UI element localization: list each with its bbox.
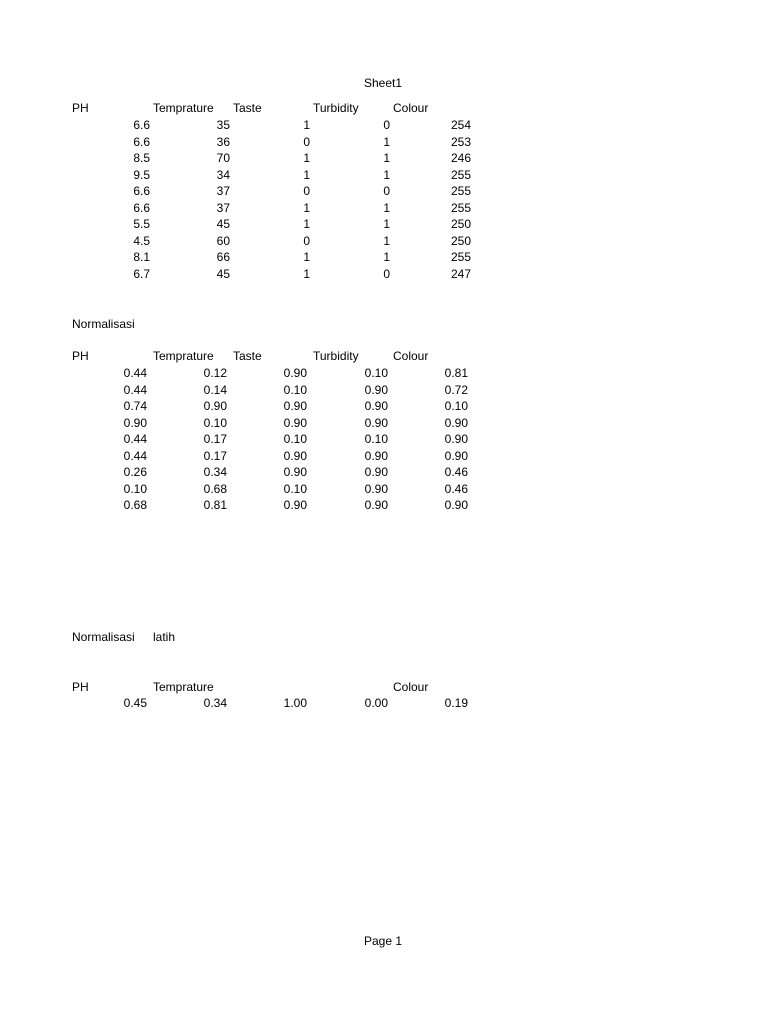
training-title-left: Normalisasi [72, 630, 135, 644]
table-cell: 255 [450, 250, 471, 264]
table-cell: 0.46 [444, 481, 468, 496]
table-cell: 0.10 [364, 432, 388, 446]
table-cell: 255 [450, 167, 471, 182]
table-cell: 0.10 [203, 415, 227, 430]
norm-header-turbidity: Turbidity [313, 349, 359, 363]
table-cell: 4.5 [133, 233, 150, 248]
table-cell: 6.6 [133, 184, 150, 198]
table-cell: 0.90 [364, 465, 388, 479]
table-cell: 0.17 [203, 432, 227, 446]
table-cell: 8.5 [133, 151, 150, 165]
table-cell: 60 [216, 233, 230, 248]
header-ph: PH [72, 101, 89, 115]
table-cell: 1 [303, 151, 310, 165]
table-cell: 0.34 [203, 696, 227, 710]
table-cell: 1 [383, 134, 390, 149]
table-cell: 66 [216, 250, 230, 264]
normalized-rows [0, 365, 768, 514]
table-cell: 0.12 [203, 366, 227, 380]
normalisasi-title: Normalisasi [72, 317, 135, 331]
table-row [0, 497, 768, 514]
table-cell: 253 [450, 134, 471, 149]
norm-header-colour: Colour [393, 349, 429, 363]
sheet-title: Sheet1 [364, 76, 403, 90]
table-cell: 0 [383, 118, 390, 132]
table-row [0, 415, 768, 432]
table-cell: 0.72 [444, 382, 468, 397]
table-cell: 0.90 [364, 399, 388, 413]
table-cell: 1 [383, 167, 390, 182]
table-cell: 0.90 [123, 415, 147, 430]
table-cell: 0.90 [283, 498, 307, 512]
table-cell: 0.90 [364, 498, 388, 512]
table-cell: 0.81 [444, 366, 468, 380]
table-cell: 0.10 [444, 399, 468, 413]
table-cell: 0.90 [444, 498, 468, 512]
table-cell: 1 [303, 250, 310, 264]
train-header-temprature: Temprature [153, 680, 214, 694]
table-row [0, 216, 768, 233]
table-cell: 1 [303, 118, 310, 132]
header-taste: Taste [233, 101, 262, 115]
table-cell: 247 [450, 266, 471, 281]
table-cell: 0.90 [283, 399, 307, 413]
table-cell: 0.44 [123, 366, 147, 380]
table-cell: 0.46 [444, 465, 468, 479]
table-row [0, 448, 768, 465]
table-cell: 0.44 [123, 382, 147, 397]
table-cell: 6.7 [133, 266, 150, 281]
table-row [0, 464, 768, 481]
table-cell: 45 [216, 217, 230, 231]
header-colour: Colour [393, 101, 429, 115]
header-temprature: Temprature [153, 101, 214, 115]
table-cell: 0.26 [123, 465, 147, 479]
training-row [0, 695, 768, 712]
table-cell: 0.10 [283, 481, 307, 496]
table-cell: 34 [216, 167, 230, 182]
table-row [0, 167, 768, 184]
table-cell: 255 [450, 200, 471, 215]
table-cell: 1 [303, 217, 310, 231]
table-cell: 0.34 [203, 465, 227, 479]
table-cell: 35 [216, 118, 230, 132]
page-footer: Page 1 [364, 934, 403, 948]
table-cell: 0 [383, 184, 390, 198]
norm-header-taste: Taste [233, 349, 262, 363]
table-cell: 0 [303, 134, 310, 149]
table-cell: 37 [216, 184, 230, 198]
table-cell: 0.10 [364, 366, 388, 380]
table-cell: 0.14 [203, 382, 227, 397]
table-cell: 0.90 [283, 465, 307, 479]
table-cell: 0.74 [123, 399, 147, 413]
table-cell: 255 [450, 184, 471, 198]
table-cell: 0.44 [123, 432, 147, 446]
table-cell: 0.90 [444, 432, 468, 446]
header-turbidity: Turbidity [313, 101, 359, 115]
table-cell: 0.90 [283, 415, 307, 430]
table-cell: 0 [303, 184, 310, 198]
table-cell: 1 [303, 266, 310, 281]
table-row [0, 117, 768, 134]
table-row [0, 365, 768, 382]
table-cell: 36 [216, 134, 230, 149]
table-cell: 1 [383, 250, 390, 264]
table-cell: 0.90 [444, 448, 468, 463]
table-cell: 0 [383, 266, 390, 281]
train-header-colour: Colour [393, 680, 429, 694]
table-cell: 1 [303, 167, 310, 182]
table-cell: 250 [450, 217, 471, 231]
table-cell: 0.90 [203, 399, 227, 413]
table-row [0, 431, 768, 448]
table-cell: 0.68 [123, 498, 147, 512]
table-cell: 0.68 [203, 481, 227, 496]
table-cell: 6.6 [133, 134, 150, 149]
table-cell: 0.00 [364, 696, 388, 710]
table-cell: 6.6 [133, 200, 150, 215]
raw-data-rows [0, 117, 768, 282]
table-cell: 250 [450, 233, 471, 248]
table-cell: 0.90 [444, 415, 468, 430]
table-cell: 0.17 [203, 448, 227, 463]
table-cell: 9.5 [133, 167, 150, 182]
table-row [0, 695, 768, 712]
table-cell: 0.90 [364, 382, 388, 397]
table-cell: 1 [383, 233, 390, 248]
table-cell: 0.90 [283, 366, 307, 380]
table-cell: 1.00 [283, 696, 307, 710]
table-cell: 5.5 [133, 217, 150, 231]
table-row [0, 183, 768, 200]
train-header-ph: PH [72, 680, 89, 694]
table-cell: 0.90 [364, 481, 388, 496]
table-row [0, 382, 768, 399]
table-cell: 1 [383, 151, 390, 165]
table-cell: 0 [303, 233, 310, 248]
table-row [0, 200, 768, 217]
table-cell: 254 [450, 118, 471, 132]
table-cell: 0.19 [444, 696, 468, 710]
table-cell: 8.1 [133, 250, 150, 264]
table-cell: 1 [303, 200, 310, 215]
table-cell: 1 [383, 217, 390, 231]
norm-header-temprature: Temprature [153, 349, 214, 363]
table-cell: 246 [450, 151, 471, 165]
table-cell: 6.6 [133, 118, 150, 132]
table-row [0, 481, 768, 498]
table-row [0, 150, 768, 167]
table-row [0, 134, 768, 151]
table-cell: 37 [216, 200, 230, 215]
table-cell: 45 [216, 266, 230, 281]
table-cell: 0.44 [123, 448, 147, 463]
norm-header-ph: PH [72, 349, 89, 363]
table-cell: 0.45 [123, 696, 147, 710]
table-cell: 0.10 [123, 481, 147, 496]
table-row [0, 266, 768, 283]
table-cell: 0.90 [364, 415, 388, 430]
table-cell: 0.90 [283, 448, 307, 463]
table-cell: 70 [216, 151, 230, 165]
table-cell: 0.10 [283, 432, 307, 446]
table-row [0, 398, 768, 415]
table-row [0, 249, 768, 266]
table-cell: 0.10 [283, 382, 307, 397]
table-row [0, 233, 768, 250]
table-cell: 0.90 [364, 448, 388, 463]
table-cell: 0.81 [203, 498, 227, 512]
table-cell: 1 [383, 200, 390, 215]
training-title-right: latih [153, 630, 176, 644]
